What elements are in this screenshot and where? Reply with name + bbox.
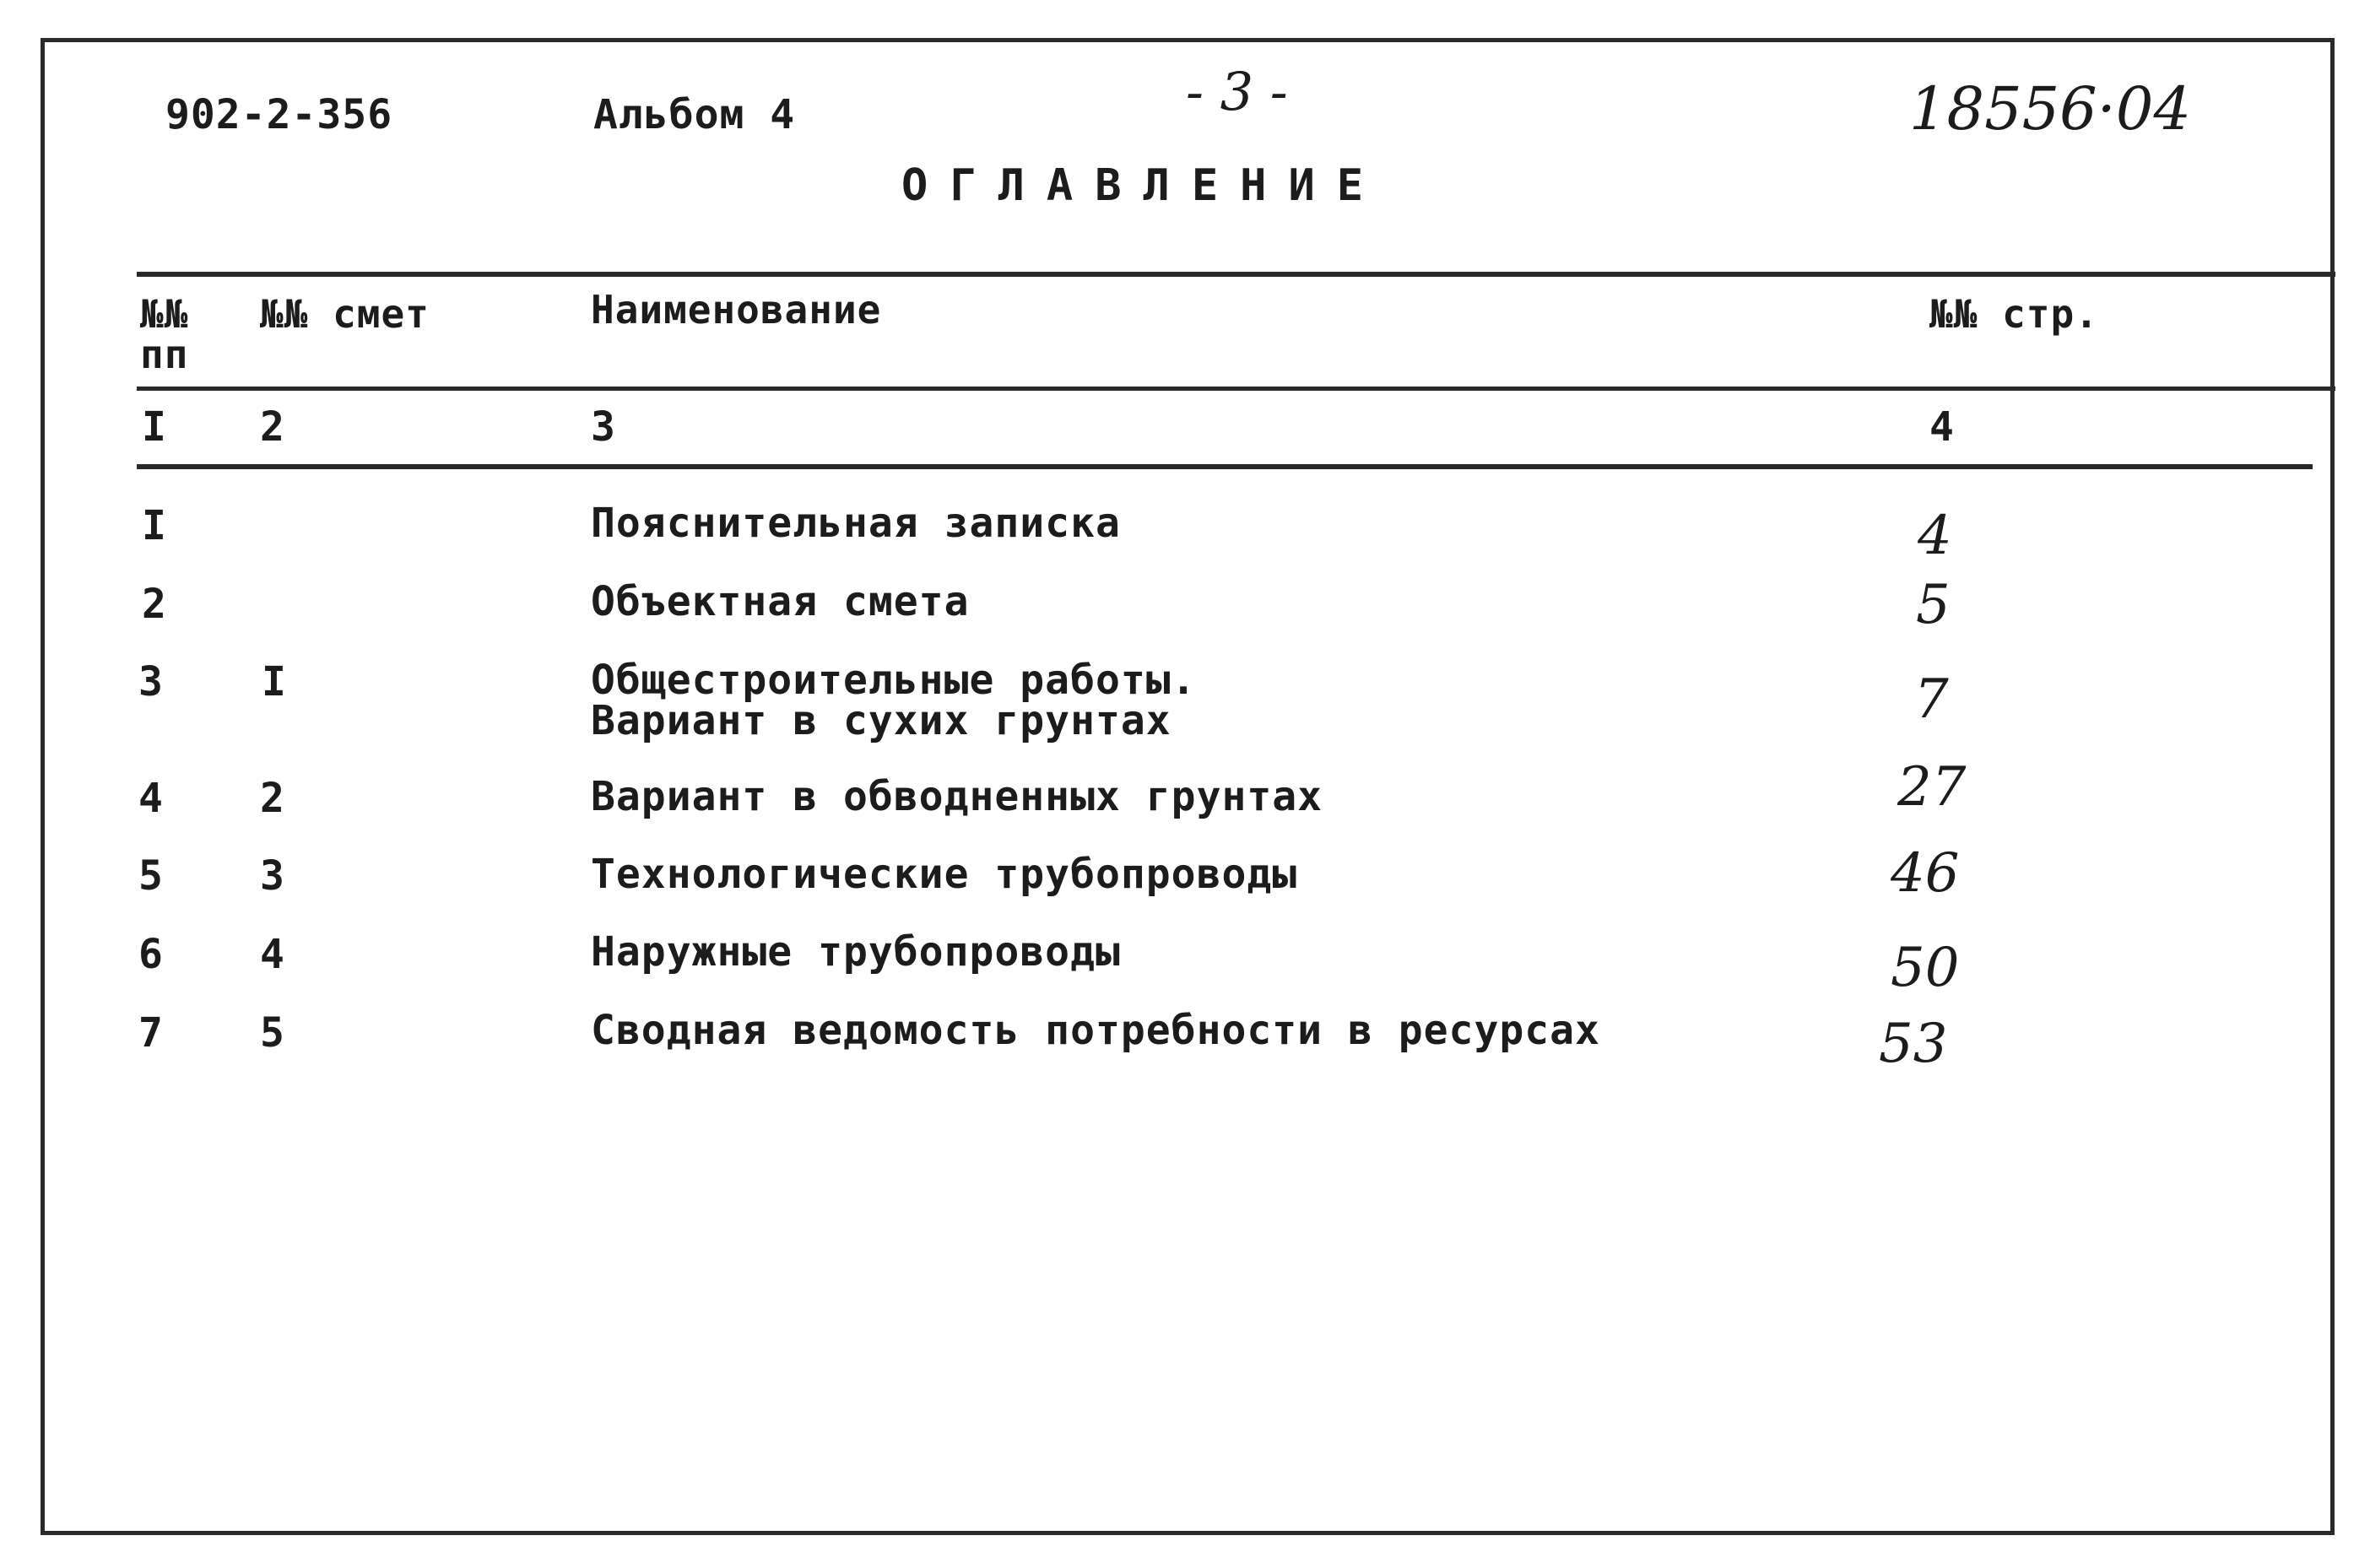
row-name: Технологические трубопроводы xyxy=(591,851,1298,898)
row-name-line2: Вариант в сухих грунтах xyxy=(591,697,1171,744)
row-num: 4 xyxy=(138,775,164,822)
col-header-name: Наименование xyxy=(591,287,882,333)
row-num: 3 xyxy=(138,658,164,706)
row-name: Наружные трубопроводы xyxy=(591,928,1121,976)
col-header-page: №№ стр. xyxy=(1929,291,2099,337)
column-number: 4 xyxy=(1929,403,1955,451)
col-header-num-sub: пп xyxy=(140,332,189,377)
row-num: I xyxy=(142,502,167,549)
row-num: 6 xyxy=(138,931,164,978)
row-name: Вариант в обводненных грунтах xyxy=(591,773,1323,820)
row-estimate: I xyxy=(262,658,287,706)
column-number: 3 xyxy=(591,403,616,451)
row-num: 7 xyxy=(138,1009,164,1057)
column-number: 2 xyxy=(260,403,285,451)
row-page: 46 xyxy=(1891,842,1960,905)
album-label: Альбом 4 xyxy=(593,91,796,138)
row-estimate: 2 xyxy=(260,775,285,822)
page-title: ОГЛАВЛЕНИЕ xyxy=(901,160,1386,211)
row-name: Пояснительная записка xyxy=(591,500,1121,547)
row-name: Объектная смета xyxy=(591,578,970,625)
row-estimate: 3 xyxy=(260,852,285,900)
page-marker: - 3 - xyxy=(1186,61,1288,122)
row-page: 53 xyxy=(1879,1013,1948,1075)
row-num: 5 xyxy=(138,852,164,900)
table-top-rule xyxy=(137,272,2335,277)
row-page: 7 xyxy=(1914,668,1949,731)
row-name: Сводная ведомость потребности в ресурсах xyxy=(591,1007,1600,1054)
row-page: 5 xyxy=(1916,574,1951,636)
row-num: 2 xyxy=(142,581,167,628)
inventory-number: 18556·04 xyxy=(1909,74,2192,143)
row-estimate: 4 xyxy=(260,931,285,978)
row-page: 27 xyxy=(1897,756,1967,819)
column-numbers-rule xyxy=(137,464,2313,469)
row-page: 4 xyxy=(1918,505,1952,567)
row-page: 50 xyxy=(1891,937,1960,999)
row-estimate: 5 xyxy=(260,1009,285,1057)
row-name: Общестроительные работы. xyxy=(591,657,1197,704)
col-header-num: №№ xyxy=(140,291,189,337)
header-bottom-rule xyxy=(137,387,2335,391)
doc-code: 902-2-356 xyxy=(165,91,393,138)
column-number: I xyxy=(142,403,167,451)
col-header-estimate: №№ смет xyxy=(260,291,430,337)
